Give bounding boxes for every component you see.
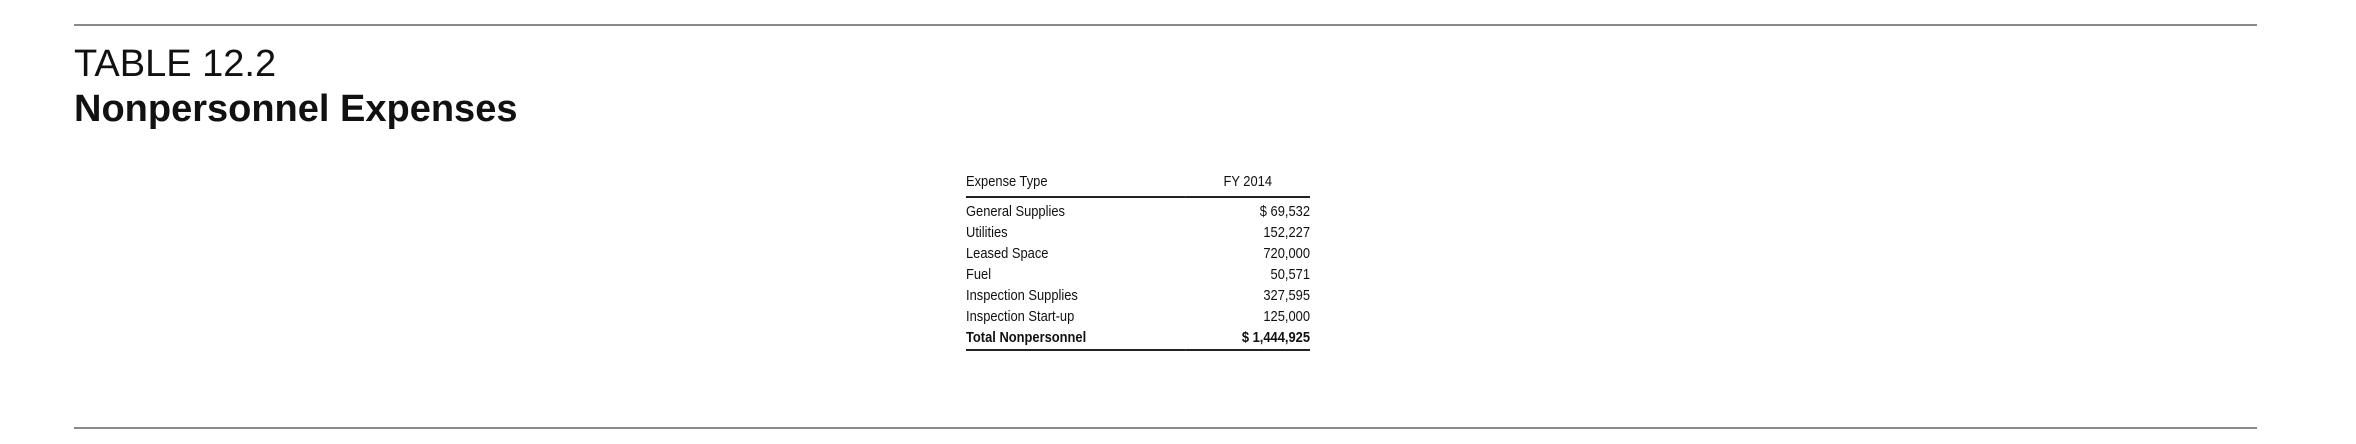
expense-amount-cell: 720,000 (1263, 245, 1310, 262)
expense-type-cell: General Supplies (966, 203, 1065, 220)
expense-type-cell: Leased Space (966, 245, 1049, 262)
table-caption (74, 42, 517, 132)
total-amount-cell: $ 1,444,925 (1186, 327, 1310, 350)
table-number: TABLE 12.2 (74, 43, 277, 85)
expense-amount-cell: 125,000 (1263, 308, 1310, 325)
expense-type-cell: Fuel (966, 266, 992, 283)
expense-type-cell: Utilities (966, 224, 1008, 241)
table-row (966, 285, 1310, 306)
table-row (966, 243, 1310, 264)
header-expense-type: Expense Type (966, 170, 1186, 197)
table-row (966, 197, 1310, 222)
nonpersonnel-expenses-table (966, 170, 1310, 351)
table-row (966, 264, 1310, 285)
header-fy-2014: FY 2014 (1186, 170, 1310, 197)
table-header-row (966, 170, 1310, 197)
bottom-divider (74, 427, 2257, 429)
total-row (966, 327, 1310, 350)
total-label-cell: Total Nonpersonnel (966, 327, 1186, 350)
table-row (966, 222, 1310, 243)
expense-amount-cell: 50,571 (1270, 266, 1310, 283)
expense-amount-cell: 327,595 (1263, 287, 1310, 304)
expense-type-cell: Inspection Start-up (966, 308, 1075, 325)
table-row (966, 306, 1310, 327)
expense-type-cell: Inspection Supplies (966, 287, 1078, 304)
expense-amount-cell: 152,227 (1263, 224, 1310, 241)
top-divider (74, 24, 2257, 26)
expense-amount-cell: $ 69,532 (1259, 203, 1310, 220)
table-title: Nonpersonnel Expenses (74, 88, 518, 130)
